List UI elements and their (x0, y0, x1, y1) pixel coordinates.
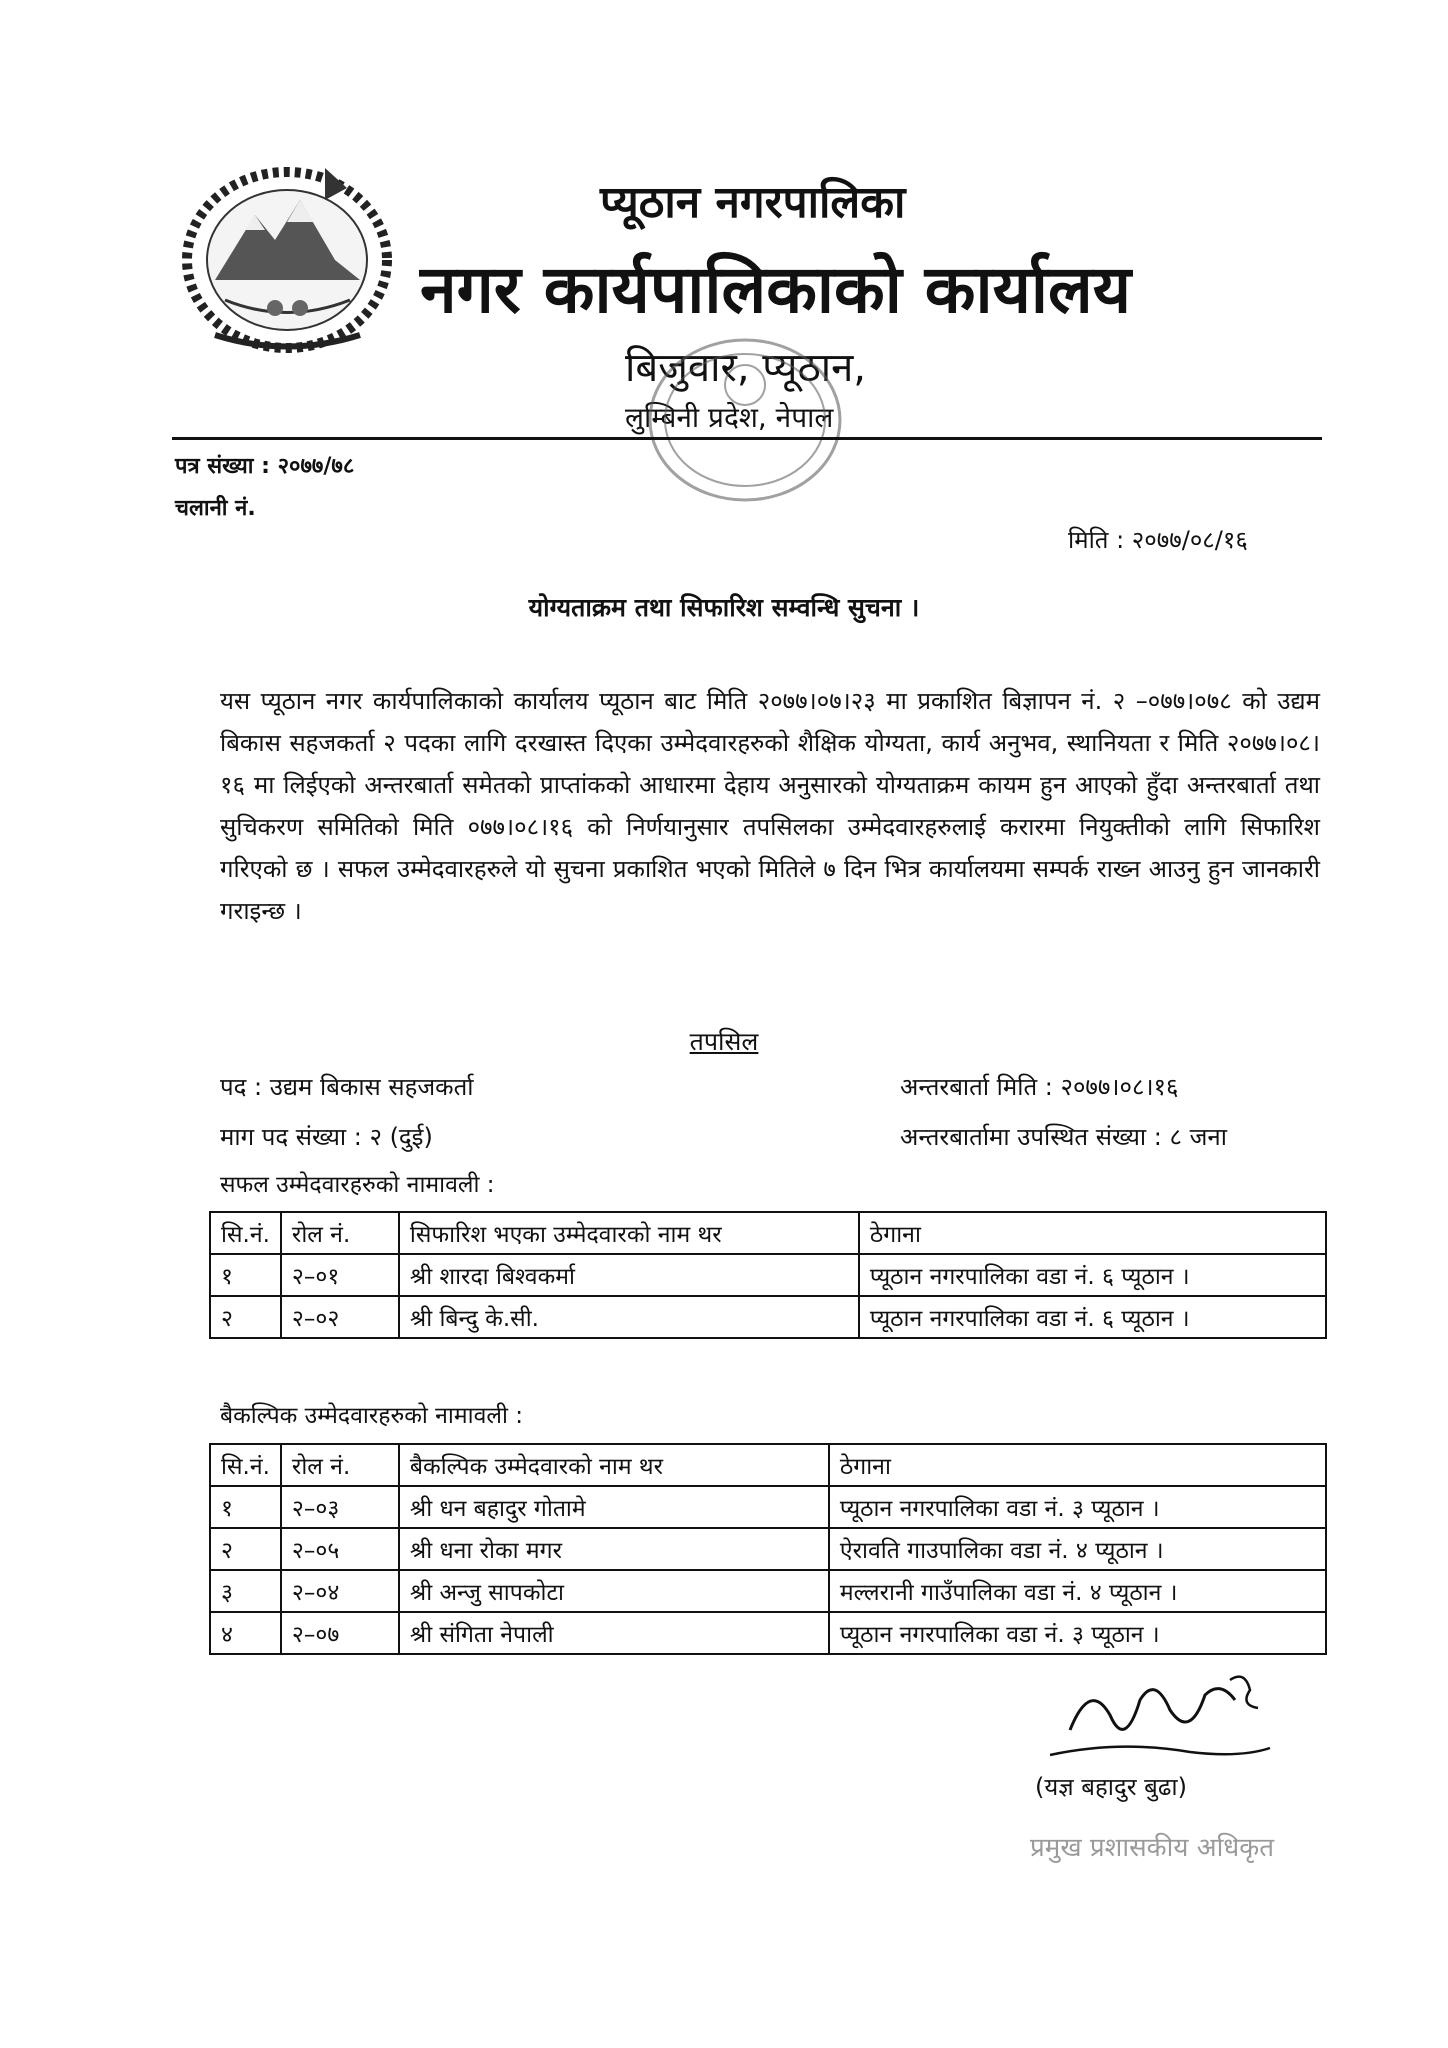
table-header-row (210, 1444, 1326, 1486)
cell-roll: २–०२ (281, 1296, 399, 1338)
cell-name: श्री बिन्दु के.सी. (399, 1296, 859, 1338)
cell-roll: २–०५ (281, 1528, 399, 1570)
cell-address: प्यूठान नगरपालिका वडा नं. ३ प्यूठान । (829, 1486, 1326, 1528)
notice-subject: योग्यताक्रम तथा सिफारिश सम्वन्धि सुचना । (528, 593, 920, 622)
alternate-candidates-table (209, 1443, 1327, 1655)
cell-roll: २–०४ (281, 1570, 399, 1612)
office-stamp-icon (640, 330, 850, 510)
office-location: बिजुवार, प्यूठान, (625, 345, 867, 391)
cell-serial: २ (210, 1296, 281, 1338)
cell-serial: २ (210, 1528, 281, 1570)
office-title: नगर कार्यपालिकाको कार्यालय (420, 251, 1131, 328)
letter-date: मिति : २०७७/०८/१६ (1068, 526, 1248, 554)
cell-name: श्री संगिता नेपाली (399, 1612, 829, 1654)
col-serial: सि.नं. (210, 1212, 281, 1254)
letter-number: पत्र संख्या : २०७७/७८ (175, 454, 355, 479)
col-address: ठेगाना (829, 1444, 1326, 1486)
col-roll: रोल नं. (281, 1444, 399, 1486)
cell-serial: १ (210, 1254, 281, 1296)
col-name: बैकल्पिक उम्मेदवारको नाम थर (399, 1444, 829, 1486)
table-row (210, 1612, 1326, 1654)
table-row (210, 1486, 1326, 1528)
cell-address: प्यूठान नगरपालिका वडा नं. ३ प्यूठान । (829, 1612, 1326, 1654)
cell-roll: २–०७ (281, 1612, 399, 1654)
cell-name: श्री अन्जु सापकोटा (399, 1570, 829, 1612)
cell-roll: २–०३ (281, 1486, 399, 1528)
col-name: सिफारिश भएका उम्मेदवारको नाम थर (399, 1212, 859, 1254)
candidates-present: अन्तरबार्तामा उपस्थित संख्या : ८ जना (900, 1123, 1227, 1151)
table-row (210, 1296, 1326, 1338)
cell-address: प्यूठान नगरपालिका वडा नं. ६ प्यूठान । (859, 1254, 1326, 1296)
cell-address: ऐरावति गाउपालिका वडा नं. ४ प्यूठान । (829, 1528, 1326, 1570)
dispatch-number: चलानी नं. (175, 496, 256, 521)
signature-icon (1030, 1660, 1290, 1780)
required-posts: माग पद संख्या : २ (दुई) (220, 1123, 433, 1151)
signatory-designation: प्रमुख प्रशासकीय अधिकृत (1030, 1833, 1275, 1863)
table-row (210, 1254, 1326, 1296)
col-roll: रोल नं. (281, 1212, 399, 1254)
office-province: लुम्बिनी प्रदेश, नेपाल (625, 401, 834, 434)
col-address: ठेगाना (859, 1212, 1326, 1254)
post-name: पद : उद्यम बिकास सहजकर्ता (220, 1073, 474, 1101)
cell-name: श्री धन बहादुर गोतामे (399, 1486, 829, 1528)
cell-serial: १ (210, 1486, 281, 1528)
col-serial: सि.नं. (210, 1444, 281, 1486)
signatory-name: (यज्ञ बहादुर बुढा) (1035, 1773, 1187, 1801)
table-row (210, 1528, 1326, 1570)
table-header-row (210, 1212, 1326, 1254)
details-heading: तपसिल (689, 1027, 759, 1056)
alternate-list-title: बैकल्पिक उम्मेदवारहरुको नामावली : (220, 1403, 523, 1429)
notice-body: यस प्यूठान नगर कार्यपालिकाको कार्यालय प्यूठान बाट मिति २०७७।०७।२३ मा प्रकाशित बिज्ञापन नं. २ –०७७।०७८ को उद्यम बिकास सहजकर्ता २ पदका लागि दरखास्त दिएका उम्मेदवारहरुको शैक्षिक योग्यता, कार्य अनुभव, स्थानियता र मिति २०७७।०८।१६ मा लिईएको अन्तरबार्ता समेतको प्राप्तांकको आधारमा देहाय अनुसारको योग्यताक्रम कायम हुन आएको हुँदा अन्तरबार्ता तथा सुचिकरण समितिको मिति ०७७।०८।१६ को निर्णयानुसार तपसिलका उम्मेदवारहरुलाई करारमा नियुक्तीको लागि सिफारिश गरिएको छ । सफल उम्मेदवारहरुले यो सुचना प्रकाशित भएको मितिले ७ दिन भित्र कार्यालयमा सम्पर्क राख्न आउनु हुन जानकारी गराइन्छ । (220, 687, 1320, 925)
cell-roll: २–०१ (281, 1254, 399, 1296)
municipality-name: प्यूठान नगरपालिका (600, 177, 906, 228)
successful-list-title: सफल उम्मेदवारहरुको नामावली : (220, 1172, 495, 1198)
cell-name: श्री शारदा बिश्वकर्मा (399, 1254, 859, 1296)
cell-name: श्री धना रोका मगर (399, 1528, 829, 1570)
nepal-emblem-icon (175, 160, 400, 360)
cell-address: मल्लरानी गाउँपालिका वडा नं. ४ प्यूठान । (829, 1570, 1326, 1612)
successful-candidates-table (209, 1211, 1327, 1339)
header-divider (172, 437, 1322, 440)
table-row (210, 1570, 1326, 1612)
cell-address: प्यूठान नगरपालिका वडा नं. ६ प्यूठान । (859, 1296, 1326, 1338)
interview-date: अन्तरबार्ता मिति : २०७७।०८।१६ (900, 1073, 1179, 1101)
cell-serial: ३ (210, 1570, 281, 1612)
cell-serial: ४ (210, 1612, 281, 1654)
